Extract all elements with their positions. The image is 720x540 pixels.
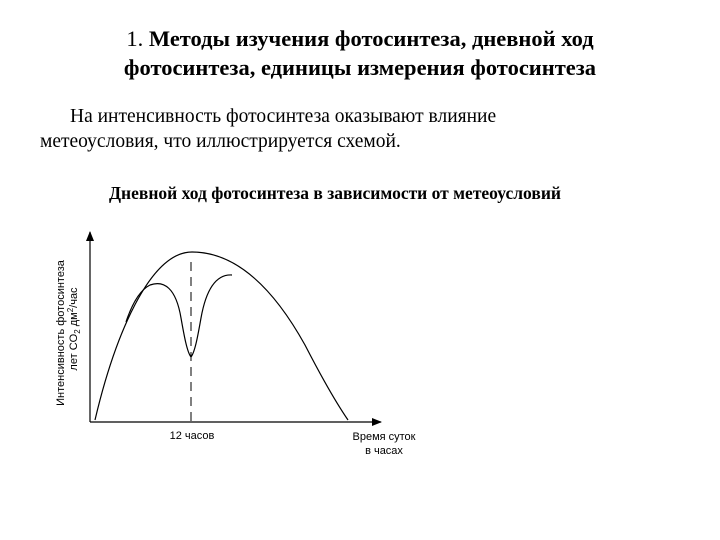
x-axis-label-line-1: Время суток [352, 431, 416, 443]
intro-line-1: На интенсивность фотосинтеза оказывают влияние [70, 106, 497, 127]
midday-label: 12 часов [169, 430, 215, 442]
y-axis-label [55, 259, 82, 406]
y-unit-sub: 2 [73, 329, 82, 334]
y-unit-sup: 2 [66, 307, 75, 313]
midday-depression-curve [126, 275, 232, 357]
diagram-title: Дневной ход фотосинтеза в зависимости от метеоусловий [109, 183, 561, 203]
y-unit-suffix: /час [68, 287, 80, 308]
y-axis-label-line-1: Интенсивность фотосинтеза [55, 260, 67, 406]
title-text: Методы изучения фотосинтеза, дневной ход фотосинтеза, единицы измерения фотосинтеза [123, 26, 597, 80]
y-unit-prefix: лет CO [68, 333, 80, 371]
title-number: 1. [126, 26, 144, 51]
x-axis-label-line-2: в часах [365, 445, 403, 457]
intro-line-2: метеоусловия, что иллюстрируется схемой. [40, 131, 401, 152]
y-axis-label-line-2 [66, 287, 82, 371]
y-unit-mid: дм [68, 312, 80, 330]
